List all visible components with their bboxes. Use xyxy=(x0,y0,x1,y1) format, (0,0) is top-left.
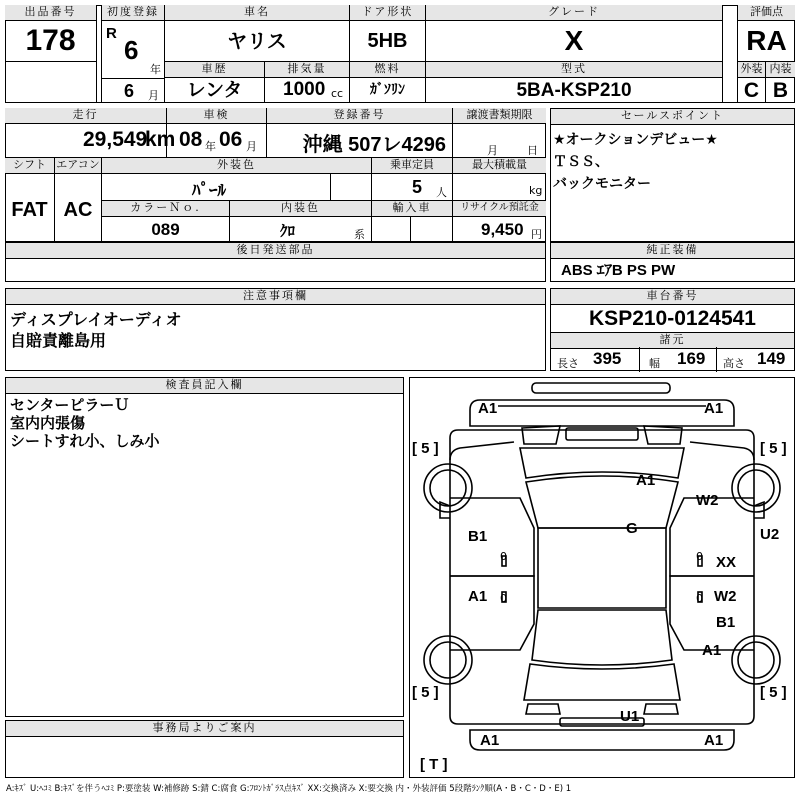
aircon-value: AC xyxy=(63,199,93,221)
color-number-label: カラーＮｏ. xyxy=(102,201,229,217)
interior-color-label: 内装色 xyxy=(230,201,371,217)
lot-number-value: 178 xyxy=(25,24,76,57)
lot-number-blank xyxy=(5,62,97,103)
tire-rear-left: [ 5 ] xyxy=(412,684,439,701)
mark-rear-bumper: U1 xyxy=(620,708,640,725)
displacement-cell xyxy=(265,62,350,103)
door-label: ドア形状 xyxy=(350,5,425,21)
inspection-year: 08 xyxy=(179,128,203,151)
chassis-box xyxy=(550,288,795,371)
legend-text: A:ｷｽﾞ U:ﾍｺﾐ B:ｷｽﾞを伴うﾍｺﾐ P:要塗装 W:補修跡 S:錆 C:腐食 G:ﾌﾛﾝﾄｶﾞﾗｽ点ｷｽﾞ XX:交換済み X:要交換 内・外装評価 5段階ﾗﾝｸ順(A・B・C・D・E) 1 xyxy=(6,784,572,794)
interior-grade-label: 内装 xyxy=(766,62,795,78)
interior-grade-cell xyxy=(766,62,795,103)
max-load-cell xyxy=(453,158,546,201)
plate-value: 沖縄 507レ4296 xyxy=(302,134,446,156)
mark-zero-left: 0 xyxy=(500,550,507,563)
shift-value: FAT xyxy=(11,199,48,221)
car-name-value: ヤリス xyxy=(227,29,287,53)
plate-label: 登録番号 xyxy=(267,108,452,124)
mark-zero-right: 0 xyxy=(696,550,703,563)
interior-color-unit: 系 xyxy=(354,228,365,241)
first-reg-era: R xyxy=(106,25,117,42)
equipment-value: ABS ｴｱB PS PW xyxy=(561,262,676,279)
transfer-month-unit: 月 xyxy=(487,144,498,157)
mark-right-rear-fender: A1 xyxy=(702,642,722,659)
aircon-cell xyxy=(55,158,102,242)
mileage-cell xyxy=(5,108,176,158)
transfer-cell xyxy=(453,108,546,158)
mark-left-front-door: B1 xyxy=(468,528,488,545)
import-cell xyxy=(372,201,453,242)
exterior-color-value: ﾊﾟｰﾙ xyxy=(192,181,226,201)
interior-color-value: ｸﾛ xyxy=(280,222,296,240)
tire-front-right: [ 5 ] xyxy=(760,440,787,457)
fuel-cell xyxy=(350,62,426,103)
mark-bonnet: A1 xyxy=(636,472,656,489)
specs-length-value: 395 xyxy=(593,349,622,368)
plate-cell xyxy=(267,108,453,158)
model-label: 型式 xyxy=(426,62,722,78)
mark-roof: G xyxy=(626,520,638,537)
aircon-label: エアコン xyxy=(55,158,101,174)
mileage-unit: km xyxy=(145,128,176,151)
history-value: レンタ xyxy=(186,79,243,101)
recycle-unit: 円 xyxy=(531,228,542,241)
exterior-grade-value: C xyxy=(743,79,760,102)
specs-length-label: 長さ xyxy=(557,357,579,370)
displacement-value: 1000 xyxy=(283,79,326,100)
damage-diagram xyxy=(409,377,795,778)
inspector-label: 検査員記入欄 xyxy=(6,378,403,394)
recycle-label: リサイクル預託金 xyxy=(453,201,546,217)
fuel-label: 燃料 xyxy=(350,62,425,78)
inspection-month-unit: 月 xyxy=(246,140,257,153)
inspector-line-2: 室内内張傷 xyxy=(10,414,86,432)
first-registration-label: 初度登録 xyxy=(102,5,164,21)
later-parts-label: 後日発送部品 xyxy=(6,243,545,259)
sales-point-line-2: ＴＳＳ、 xyxy=(553,154,609,170)
car-outline-svg xyxy=(410,378,794,777)
inspector-line-3: シートすれ小、しみ小 xyxy=(10,432,160,450)
mark-left-rear-door: A1 xyxy=(468,588,488,605)
mark-rear-left: A1 xyxy=(480,732,500,749)
grade-label: グレード xyxy=(426,5,722,21)
notes-line-2: 自賠責離島用 xyxy=(10,331,107,350)
displacement-unit: cc xyxy=(331,87,344,100)
sales-point-label: セールスポイント xyxy=(551,109,794,125)
history-cell xyxy=(165,62,265,103)
displacement-label: 排気量 xyxy=(265,62,349,78)
mileage-label: 走行 xyxy=(5,108,166,124)
inspector-line-1: センターピラーＵ xyxy=(10,396,130,414)
inspector-box xyxy=(5,377,404,717)
car-name-label: 車名 xyxy=(165,5,349,21)
grade-cell xyxy=(426,5,723,62)
first-reg-month: 6 xyxy=(124,81,135,101)
notes-box xyxy=(5,288,546,371)
lot-number-label: 出品番号 xyxy=(5,5,96,21)
specs-label: 諸元 xyxy=(551,333,794,349)
model-value: 5BA-KSP210 xyxy=(516,80,632,101)
mark-front-right: A1 xyxy=(704,400,724,417)
lot-number-cell xyxy=(5,5,97,62)
import-label: 輸入車 xyxy=(372,201,452,217)
mark-trunk: [ T ] xyxy=(420,756,448,773)
sales-point-box xyxy=(550,108,795,242)
first-reg-month-unit: 月 xyxy=(148,89,159,102)
exterior-color-cell xyxy=(102,158,372,201)
mark-right-rear-door-xx: XX xyxy=(716,554,737,571)
door-cell xyxy=(350,5,426,62)
specs-height-label: 高さ xyxy=(723,357,745,370)
mark-zero-left-2: 0 xyxy=(500,592,507,605)
transfer-day-unit: 日 xyxy=(527,144,538,157)
capacity-value: 5 xyxy=(412,177,423,197)
notes-line-1: ディスプレイオーディオ xyxy=(10,310,182,329)
tire-rear-right: [ 5 ] xyxy=(760,684,787,701)
office-box xyxy=(5,720,404,778)
score-cell xyxy=(737,5,795,62)
recycle-value: 9,450 xyxy=(481,220,524,239)
sales-point-line-3: バックモニター xyxy=(553,176,651,192)
car-name-cell xyxy=(165,5,350,62)
first-registration-cell xyxy=(101,5,165,103)
mark-zero-right-2: 0 xyxy=(696,592,703,605)
chassis-label: 車台番号 xyxy=(551,289,794,305)
office-label: 事務局よりご案内 xyxy=(6,721,403,737)
mark-rear-right: A1 xyxy=(704,732,724,749)
inspection-month: 06 xyxy=(219,128,243,151)
first-reg-year: 6 xyxy=(124,35,139,65)
equipment-label: 純正装備 xyxy=(551,243,794,259)
equipment-box xyxy=(550,242,795,282)
mark-right-rear-door-w2: W2 xyxy=(714,588,737,605)
specs-width-value: 169 xyxy=(677,349,706,368)
transfer-label: 譲渡書類期限 xyxy=(453,108,546,124)
exterior-grade-cell xyxy=(737,62,766,103)
score-value: RA xyxy=(746,25,787,56)
color-number-cell xyxy=(102,201,230,242)
score-label: 評価点 xyxy=(738,5,795,21)
fuel-value: ｶﾞｿﾘﾝ xyxy=(370,82,405,98)
notes-label: 注意事項欄 xyxy=(6,289,545,305)
mileage-value: 29,549 xyxy=(83,128,148,151)
history-label: 車歴 xyxy=(165,62,264,78)
color-number-value: 089 xyxy=(151,220,180,239)
model-cell xyxy=(426,62,723,103)
mark-front-left: A1 xyxy=(478,400,498,417)
shift-label: シフト xyxy=(5,158,54,174)
max-load-label: 最大積載量 xyxy=(453,158,546,174)
sales-point-line-1: ★オークションデビュー★ xyxy=(553,132,718,148)
chassis-value: KSP210-0124541 xyxy=(551,305,794,333)
first-reg-year-unit: 年 xyxy=(150,63,161,76)
capacity-label: 乗車定員 xyxy=(372,158,452,174)
grade-value: X xyxy=(564,25,584,56)
tire-front-left: [ 5 ] xyxy=(412,440,439,457)
interior-grade-value: B xyxy=(772,79,789,102)
specs-height-value: 149 xyxy=(757,349,786,368)
exterior-grade-label: 外装 xyxy=(738,62,765,78)
max-load-unit: kg xyxy=(529,184,543,197)
recycle-cell xyxy=(453,201,546,242)
exterior-color-label: 外装色 xyxy=(102,158,371,174)
capacity-unit: 人 xyxy=(436,186,447,199)
mark-right-rear-door-b1: B1 xyxy=(716,614,736,631)
inspection-label: 車検 xyxy=(167,108,266,124)
specs-width-label: 幅 xyxy=(649,357,660,370)
mark-right-pillar: U2 xyxy=(760,526,780,543)
shift-cell xyxy=(5,158,55,242)
inspection-cell xyxy=(167,108,267,158)
inspection-year-unit: 年 xyxy=(205,140,216,153)
door-value: 5HB xyxy=(367,30,408,52)
interior-color-cell xyxy=(230,201,372,242)
later-parts-box xyxy=(5,242,546,282)
mark-right-front-door: W2 xyxy=(696,492,719,509)
capacity-cell xyxy=(372,158,453,201)
